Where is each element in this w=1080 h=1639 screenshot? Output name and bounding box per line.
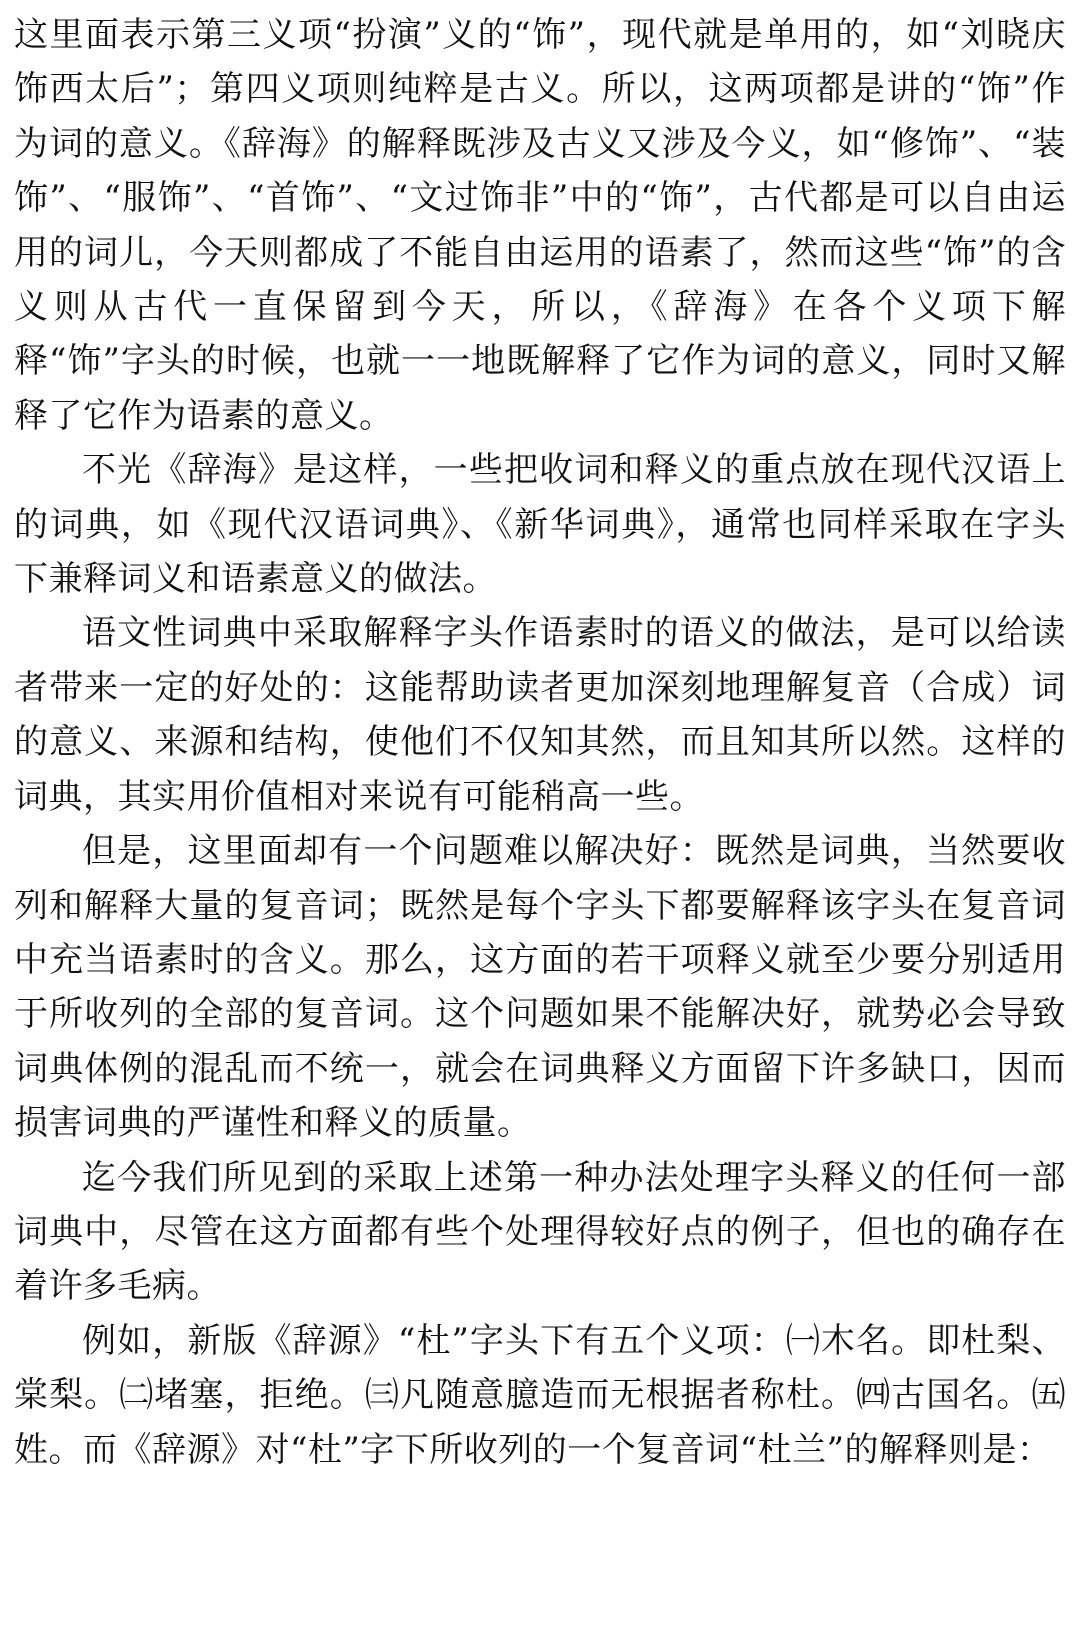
document-page <box>14 8 1066 1477</box>
paragraph-1: 这里面表示第三义项“扮演”义的“饰”，现代就是单用的，如“刘晓庆饰西太后”；第四义项则纯粹是古义。所以，这两项都是讲的“饰”作为词的意义。《辞海》的解释既涉及古义又涉及今义，如“修饰”、“装饰”、“服饰”、“首饰”、“文过饰非”中的“饰”，古代都是可以自由运用的词儿，今天则都成了不能自由运用的语素了，然而这些“饰”的含义则从古代一直保留到今天，所以，《辞海》在各个义项下解释“饰”字头的时候，也就一一地既解释了它作为词的意义，同时又解释了它作为语素的意义。 <box>14 15 1066 436</box>
paragraph-2: 不光《辞海》是这样，一些把收词和释义的重点放在现代汉语上的词典，如《现代汉语词典》、《新华词典》，通常也同样采取在字头下兼释词义和语素意义的做法。 <box>14 450 1066 600</box>
paragraph-3: 语文性词典中采取解释字头作语素时的语义的做法，是可以给读者带来一定的好处的：这能帮助读者更加深刻地理解复音（合成）词的意义、来源和结构，使他们不仅知其然，而且知其所以然。这样的词典，其实用价值相对来说有可能稍高一些。 <box>14 613 1066 817</box>
paragraph-5: 迄今我们所见到的采取上述第一种办法处理字头释义的任何一部词典中，尽管在这方面都有些个处理得较好点的例子，但也的确存在着许多毛病。 <box>14 1157 1066 1307</box>
paragraph-4: 但是，这里面却有一个问题难以解决好：既然是词典，当然要收列和解释大量的复音词；既然是每个字头下都要解释该字头在复音词中充当语素时的含义。那么，这方面的若干项释义就至少要分别适用于所收列的全部的复音词。这个问题如果不能解决好，就势必会导致词典体例的混乱而不统一，就会在词典释义方面留下许多缺口，因而损害词典的严谨性和释义的质量。 <box>14 831 1066 1144</box>
paragraph-6: 例如，新版《辞源》“杜”字头下有五个义项：㈠木名。即杜梨、棠梨。㈡堵塞，拒绝。㈢凡随意臆造而无根据者称杜。㈣古国名。㈤姓。而《辞源》对“杜”字下所收列的一个复音词“杜兰”的解释则是： <box>14 1320 1066 1470</box>
